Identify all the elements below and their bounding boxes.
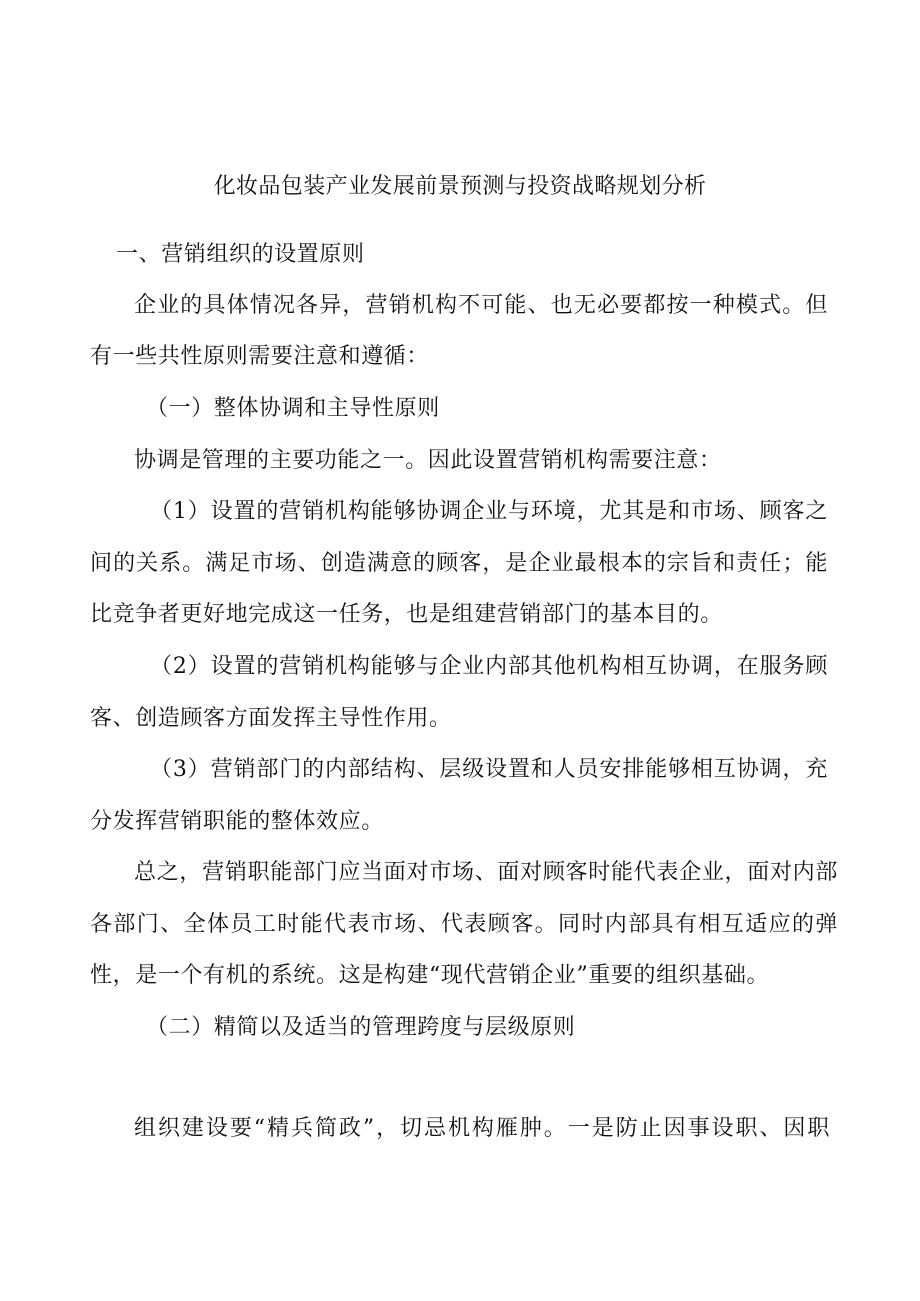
paragraph-line: 协调是管理的主要功能之一。因此设置营销机构需要注意： xyxy=(134,448,722,473)
list-item-line: （2）设置的营销机构能够与企业内部其他机构相互协调，在服务顾 xyxy=(150,654,828,679)
paragraph-line: 有一些共性原则需要注意和遵循： xyxy=(90,344,430,369)
list-item-line: 客、创造顾客方面发挥主导性作用。 xyxy=(90,706,452,731)
list-item-line: 比竞争者更好地完成这一任务，也是组建营销部门的基本目的。 xyxy=(90,602,723,627)
document-title: 化妆品包装产业发展前景预测与投资战略规划分析 xyxy=(213,174,707,199)
paragraph-line: 企业的具体情况各异，营销机构不可能、也无必要都按一种模式。但 xyxy=(134,293,828,318)
list-item-line: 分发挥营销职能的整体效应。 xyxy=(90,809,384,834)
paragraph-line: 组织建设要“精兵简政”，切忌机构雁肿。一是防止因事设职、因职 xyxy=(134,1116,830,1141)
section-heading: 一、营销组织的设置原则 xyxy=(116,242,365,267)
list-item-line: （1）设置的营销机构能够协调企业与环境，尤其是和市场、顾客之 xyxy=(150,499,828,524)
subsection-heading: （一）整体协调和主导性原则 xyxy=(146,396,440,421)
list-item-line: 间的关系。满足市场、创造满意的顾客，是企业最根本的宗旨和责任；能 xyxy=(90,551,828,576)
paragraph-line: 各部门、全体员工时能代表市场、代表顾客。同时内部具有相互适应的弹 xyxy=(90,912,838,937)
list-item-line: （3）营销部门的内部结构、层级设置和人员安排能够相互协调，充 xyxy=(150,757,828,782)
paragraph-line: 性，是一个有机的系统。这是构建“现代营销企业”重要的组织基础。 xyxy=(90,963,770,988)
subsection-heading: （二）精简以及适当的管理跨度与层级原则 xyxy=(146,1015,576,1040)
paragraph-line: 总之，营销职能部门应当面对市场、面对顾客时能代表企业，面对内部 xyxy=(134,860,838,885)
